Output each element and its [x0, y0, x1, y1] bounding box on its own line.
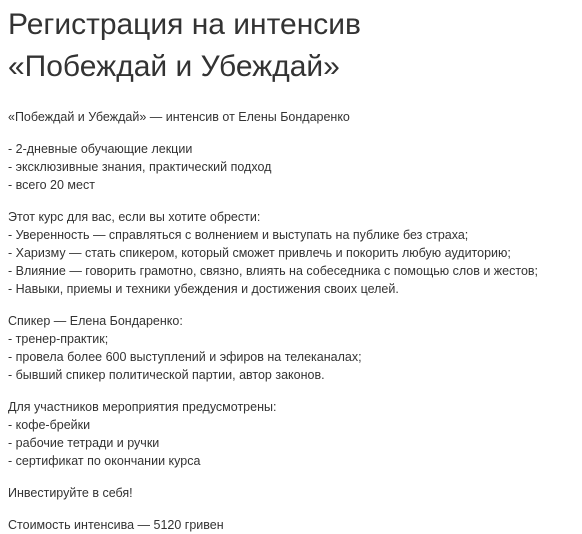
amenity-item: - сертификат по окончании курса — [8, 454, 201, 468]
speaker-item: - бывший спикер политической партии, автор законов. — [8, 368, 325, 382]
page-title — [8, 4, 574, 88]
benefit-item: - Харизму — стать спикером, который сможет привлечь и покорить любую аудиторию; — [8, 246, 511, 260]
feature-item: - 2-дневные обучающие лекции — [8, 142, 193, 156]
amenities-heading: Для участников мероприятия предусмотрены: — [8, 400, 277, 414]
amenity-item: - кофе-брейки — [8, 418, 91, 432]
intro-paragraph — [8, 108, 574, 126]
benefits-heading: Этот курс для вас, если вы хотите обрести: — [8, 210, 261, 224]
speaker-section — [8, 312, 574, 384]
amenity-item: - рабочие тетради и ручки — [8, 436, 160, 450]
feature-item: - эксклюзивные знания, практический подход — [8, 160, 272, 174]
page-title-line-1: Регистрация на интенсив — [8, 8, 361, 41]
benefit-item: - Навыки, приемы и техники убеждения и достижения своих целей. — [8, 282, 399, 296]
amenities-section — [8, 398, 574, 470]
benefit-item: - Влияние — говорить грамотно, связно, влиять на собеседника с помощью слов и жестов; — [8, 264, 539, 278]
page-title-line-2: «Побеждай и Убеждай» — [8, 50, 340, 83]
slogan-paragraph — [8, 484, 574, 502]
speaker-heading: Спикер — Елена Бондаренко: — [8, 314, 183, 328]
speaker-item: - тренер-практик; — [8, 332, 109, 346]
feature-item: - всего 20 мест — [8, 178, 95, 192]
speaker-item: - провела более 600 выступлений и эфиров на телеканалах; — [8, 350, 362, 364]
features-list — [8, 140, 574, 194]
benefit-item: - Уверенность — справляться с волнением и выступать на публике без страха; — [8, 228, 469, 242]
intro-text: «Побеждай и Убеждай» — интенсив от Елены Бондаренко — [8, 110, 350, 124]
benefits-section — [8, 208, 574, 298]
description — [8, 108, 574, 534]
price-text: Стоимость интенсива — 5120 гривен — [8, 518, 224, 532]
slogan-text: Инвестируйте в себя! — [8, 486, 133, 500]
price-paragraph — [8, 516, 574, 534]
